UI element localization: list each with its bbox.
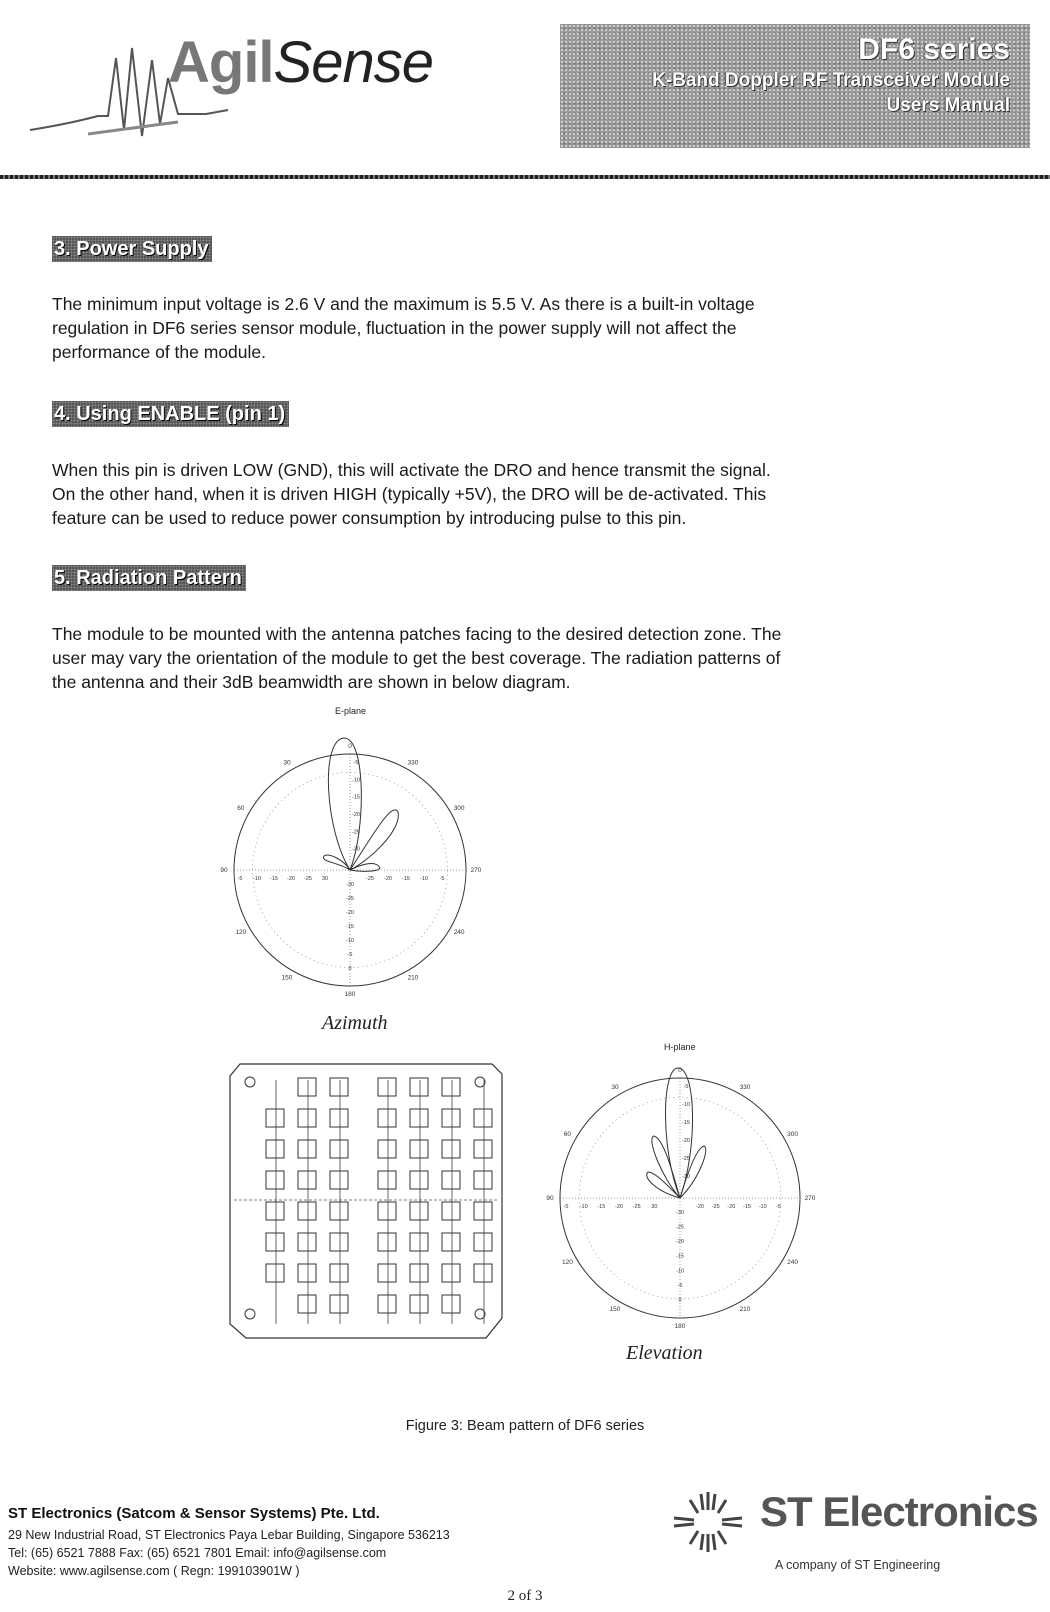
polar-angle-label: 270	[470, 867, 482, 874]
text-line: The module to be mounted with the antenna patches facing to the desired detection zone. The	[52, 624, 782, 644]
antenna-patch	[266, 1171, 284, 1189]
polar-db-label: -10	[253, 876, 261, 882]
antenna-patch	[298, 1233, 316, 1251]
product-subtitle: K-Band Doppler RF Transceiver Module	[652, 70, 1010, 91]
antenna-patch	[442, 1202, 460, 1220]
polar-db-label: -5	[563, 1204, 569, 1210]
polar-db-label: 0	[678, 1297, 682, 1304]
azimuth-caption: Azimuth	[322, 1012, 388, 1034]
antenna-patch	[378, 1233, 396, 1251]
polar-db-label: -30	[346, 882, 354, 888]
radiation-pattern-paragraph	[52, 622, 1007, 694]
polar-db-label: -15	[743, 1204, 751, 1210]
polar-angle-label: 330	[407, 759, 419, 767]
text-line: feature can be used to reduce power consumption by introducing pulse to this pin.	[52, 508, 687, 528]
polar-db-label: -25	[682, 1156, 690, 1162]
antenna-patch	[410, 1140, 428, 1158]
antenna-patch	[298, 1171, 316, 1189]
section-heading-power-supply: 3. Power Supply	[52, 236, 212, 262]
antenna-patch	[266, 1264, 284, 1282]
antenna-patch	[330, 1171, 348, 1189]
antenna-patch	[410, 1264, 428, 1282]
polar-angle-label: 30	[283, 759, 291, 767]
polar-db-label: -10	[758, 1204, 767, 1210]
polar-db-label: -25	[346, 896, 354, 902]
polar-db-label: -20	[287, 876, 295, 882]
footer-contact: Tel: (65) 6521 7888 Fax: (65) 6521 7801 Email: info@agilsense.com	[8, 1546, 387, 1560]
antenna-patch	[442, 1140, 460, 1158]
radiation-pattern-lobe	[680, 1146, 706, 1198]
polar-db-label: -20	[346, 910, 354, 916]
polar-db-label: -20	[696, 1204, 704, 1210]
antenna-patch	[266, 1140, 284, 1158]
polar-db-label: -25	[632, 1204, 641, 1210]
polar-db-label: -5	[775, 1204, 781, 1210]
polar-angle-label: 180	[344, 991, 356, 998]
text-line: The minimum input voltage is 2.6 V and the maximum is 5.5 V. As there is a built-in voltage	[52, 294, 755, 314]
document-title-box	[560, 24, 1030, 148]
antenna-patch	[378, 1078, 396, 1096]
text-line: When this pin is driven LOW (GND), this will activate the DRO and hence transmit the signal.	[52, 460, 771, 480]
enable-pin-paragraph	[52, 458, 1007, 530]
antenna-patch	[378, 1109, 396, 1127]
polar-db-label: -15	[676, 1253, 684, 1260]
antenna-patch	[410, 1233, 428, 1251]
antenna-patch	[474, 1233, 492, 1251]
antenna-patch	[378, 1264, 396, 1282]
agilsense-logo	[28, 18, 528, 148]
antenna-patch	[330, 1140, 348, 1158]
antenna-patch	[298, 1078, 316, 1096]
azimuth-polar-plot	[220, 720, 490, 1025]
antenna-patch	[298, 1295, 316, 1313]
polar-db-label: -15	[346, 924, 354, 930]
polar-angle-label: 90	[546, 1195, 554, 1202]
polar-db-label: -15	[270, 876, 278, 882]
st-electronics-subtitle: A company of ST Engineering	[775, 1558, 941, 1572]
text-line: regulation in DF6 series sensor module, fluctuation in the power supply will not affect the	[52, 318, 737, 338]
polar-db-label: -5	[347, 952, 353, 958]
antenna-patch	[474, 1202, 492, 1220]
antenna-patch	[266, 1202, 284, 1220]
mounting-hole	[475, 1077, 485, 1087]
power-supply-paragraph	[52, 292, 1007, 364]
polar-db-label: -25	[352, 829, 360, 836]
polar-db-label: -10	[682, 1102, 690, 1108]
antenna-patch	[330, 1264, 348, 1282]
polar-angle-label: 60	[237, 805, 245, 812]
azimuth-polar-svg	[220, 720, 490, 1020]
antenna-patch	[378, 1295, 396, 1313]
polar-angle-label: 210	[739, 1305, 751, 1313]
antenna-board-svg	[228, 1062, 504, 1342]
text-line: user may vary the orientation of the module to get the best coverage. The radiation patterns of	[52, 648, 781, 668]
polar-db-label: -15	[402, 876, 410, 882]
footer-website: Website: www.agilsense.com ( Regn: 199103901W )	[8, 1564, 300, 1578]
section-heading-enable-pin: 4. Using ENABLE (pin 1)	[52, 401, 289, 427]
mounting-hole	[475, 1309, 485, 1319]
mounting-hole	[245, 1309, 255, 1319]
polar-angle-label: 330	[739, 1084, 751, 1092]
polar-angle-label: 300	[787, 1131, 799, 1138]
section-heading-radiation-pattern: 5. Radiation Pattern	[52, 565, 246, 591]
polar-db-label: -20	[682, 1138, 690, 1144]
antenna-patch	[442, 1264, 460, 1282]
polar-angle-label: 180	[674, 1323, 686, 1330]
polar-db-label: -5	[353, 760, 359, 766]
elevation-caption: Elevation	[626, 1342, 703, 1364]
antenna-patch	[330, 1233, 348, 1251]
logo-wordmark	[168, 30, 434, 95]
elevation-polar-plot	[546, 1058, 820, 1353]
antenna-patch	[474, 1140, 492, 1158]
series-title: DF6 series	[858, 33, 1010, 66]
polar-db-label: -10	[346, 938, 354, 944]
polar-db-label: -10	[420, 876, 428, 882]
polar-angle-label: 270	[804, 1195, 816, 1202]
polar-db-label: -10	[579, 1204, 588, 1210]
polar-db-label: -25	[676, 1224, 684, 1231]
polar-db-label: -20	[352, 812, 360, 818]
polar-angle-label: 0	[678, 1067, 682, 1074]
azimuth-plane-label: E-plane	[335, 706, 367, 716]
polar-db-label: -10	[352, 777, 360, 784]
st-electronics-logo-icon	[668, 1488, 748, 1563]
header-divider	[0, 175, 1050, 179]
polar-db-label: -25	[304, 876, 312, 882]
antenna-patch	[410, 1078, 428, 1096]
antenna-patch	[442, 1295, 460, 1313]
elevation-polar-svg	[546, 1058, 820, 1348]
antenna-patch	[266, 1109, 284, 1127]
antenna-patch	[298, 1140, 316, 1158]
polar-db-label: -15	[352, 794, 360, 801]
logo-sense: Sense	[273, 30, 434, 95]
elevation-plane-label: H-plane	[664, 1042, 696, 1052]
polar-angle-label: 150	[609, 1305, 621, 1313]
st-electronics-wordmark: ST Electronics	[760, 1488, 1038, 1535]
polar-angle-label: 210	[407, 974, 419, 982]
antenna-patch	[442, 1078, 460, 1096]
polar-db-label: -30	[676, 1210, 684, 1216]
polar-db-label: -5	[439, 876, 445, 882]
antenna-patch	[266, 1233, 284, 1251]
polar-angle-label: 150	[281, 974, 293, 982]
polar-db-label: -5	[683, 1084, 689, 1090]
radiation-pattern-lobe	[652, 1136, 680, 1198]
polar-angle-label: 240	[787, 1259, 799, 1266]
polar-db-label: 30	[321, 876, 329, 882]
antenna-patch	[410, 1171, 428, 1189]
antenna-patch	[410, 1295, 428, 1313]
text-line: performance of the module.	[52, 342, 267, 362]
antenna-patch-board	[228, 1062, 504, 1347]
antenna-patch	[410, 1202, 428, 1220]
polar-angle-label: 120	[235, 929, 247, 936]
polar-angle-label: 120	[561, 1259, 573, 1266]
polar-db-label: 30	[651, 1204, 658, 1210]
footer-company-name: ST Electronics (Satcom & Sensor Systems) Pte. Ltd.	[8, 1505, 380, 1522]
polar-db-label: -5	[677, 1282, 683, 1289]
mounting-hole	[245, 1077, 255, 1087]
antenna-patch	[442, 1171, 460, 1189]
antenna-patch	[298, 1109, 316, 1127]
antenna-patch	[330, 1109, 348, 1127]
manual-title: Users Manual	[886, 95, 1010, 116]
polar-db-label: -30	[352, 846, 360, 853]
figure-caption: Figure 3: Beam pattern of DF6 series	[405, 1418, 645, 1434]
polar-db-label: -25	[366, 876, 374, 882]
polar-db-label: -15	[597, 1204, 606, 1210]
polar-db-label: -30	[682, 1174, 690, 1180]
polar-angle-label: 60	[563, 1131, 572, 1138]
polar-db-label: -25	[711, 1204, 720, 1210]
polar-db-label: -10	[676, 1268, 684, 1275]
footer-address: 29 New Industrial Road, ST Electronics Paya Lebar Building, Singapore 536213	[8, 1528, 450, 1542]
antenna-patch	[330, 1295, 348, 1313]
antenna-patch	[474, 1171, 492, 1189]
antenna-patch	[442, 1233, 460, 1251]
polar-angle-label: 240	[453, 929, 465, 936]
page-number: 2 of 3	[507, 1588, 543, 1604]
antenna-patch	[442, 1109, 460, 1127]
text-line: On the other hand, when it is driven HIGH (typically +5V), the DRO will be de-activated. This	[52, 484, 767, 504]
polar-angle-label: 300	[453, 805, 465, 812]
antenna-patch	[298, 1264, 316, 1282]
polar-angle-label: 90	[220, 867, 228, 874]
board-outline	[230, 1064, 502, 1338]
polar-db-label: -20	[615, 1204, 623, 1210]
antenna-patch	[410, 1109, 428, 1127]
polar-db-label: -20	[676, 1239, 684, 1246]
antenna-patch	[378, 1171, 396, 1189]
antenna-patch	[474, 1109, 492, 1127]
logo-agil: Agil	[168, 30, 274, 95]
antenna-patch	[330, 1078, 348, 1096]
polar-db-label: -20	[384, 876, 392, 882]
polar-angle-label: 0	[348, 743, 352, 750]
antenna-patch	[378, 1202, 396, 1220]
antenna-patch	[330, 1202, 348, 1220]
antenna-patch	[474, 1264, 492, 1282]
antenna-patch	[298, 1202, 316, 1220]
polar-db-label: 0	[348, 966, 352, 972]
radiation-pattern-lobe	[350, 810, 398, 870]
polar-db-label: -20	[727, 1204, 736, 1210]
polar-db-label: -15	[682, 1120, 690, 1126]
text-line: the antenna and their 3dB beamwidth are shown in below diagram.	[52, 672, 571, 692]
antenna-patch	[378, 1140, 396, 1158]
polar-angle-label: 30	[611, 1084, 619, 1092]
polar-db-label: -5	[237, 876, 243, 882]
